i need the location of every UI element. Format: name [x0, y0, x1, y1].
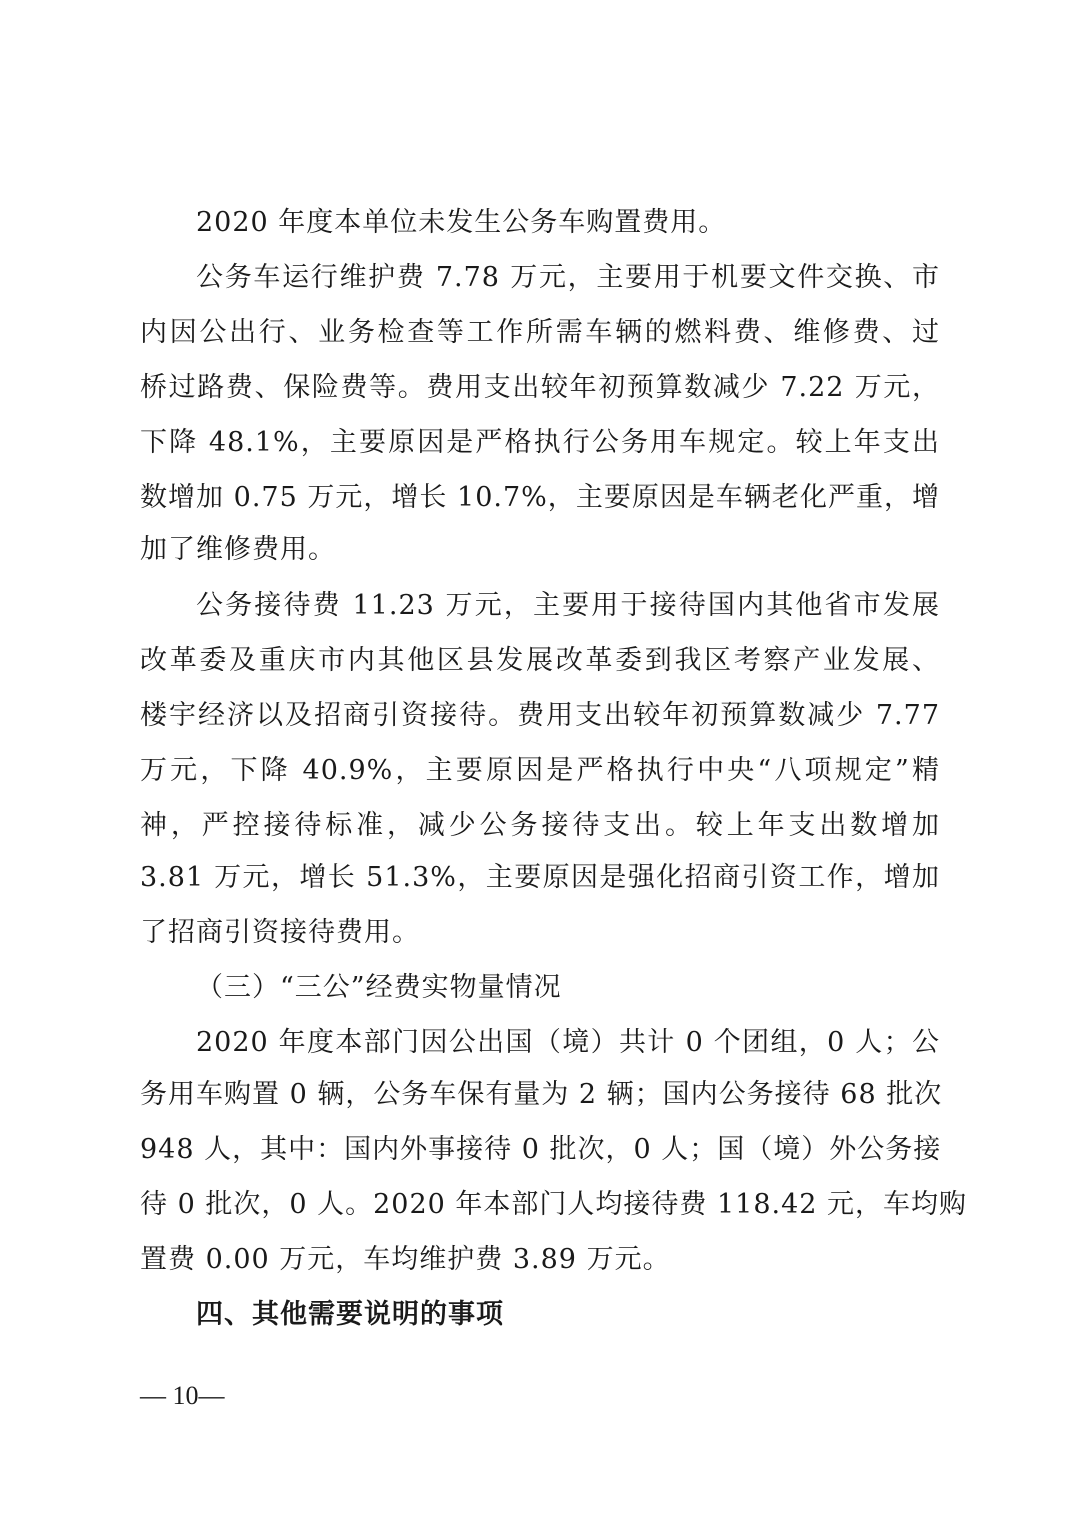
paragraph-reception-line-3: 楼宇经济以及招商引资接待。费用支出较年初预算数减少 7.77 — [140, 700, 940, 731]
paragraph-reception-line-7: 了招商引资接待费用。 — [140, 917, 420, 948]
paragraph-physical-quantity-line-5: 置费 0.00 万元，车均维护费 3.89 万元。 — [140, 1244, 671, 1275]
paragraph-physical-quantity-line-2: 务用车购置 0 辆，公务车保有量为 2 辆；国内公务接待 68 批次 — [140, 1079, 943, 1110]
paragraph-reception-line-1: 公务接待费 11.23 万元，主要用于接待国内其他省市发展 — [196, 590, 940, 621]
section-heading-three-public: （三）“三公”经费实物量情况 — [196, 972, 562, 1003]
paragraph-physical-quantity-line-1: 2020 年度本部门因公出国（境）共计 0 个团组，0 人；公 — [196, 1027, 940, 1058]
paragraph-physical-quantity-line-3: 948 人，其中：国内外事接待 0 批次，0 人；国（境）外公务接 — [140, 1134, 942, 1165]
paragraph-reception-line-4: 万元，下降 40.9%，主要原因是严格执行中央“八项规定”精 — [140, 755, 940, 786]
page-number: — 10— — [140, 1381, 225, 1410]
paragraph-reception-line-5: 神，严控接待标准，减少公务接待支出。较上年支出数增加 — [140, 810, 940, 841]
section-heading-other-matters: 四、其他需要说明的事项 — [196, 1299, 504, 1330]
paragraph-vehicle-maintenance-line-6: 加了维修费用。 — [140, 534, 336, 565]
paragraph-vehicle-purchase: 2020 年度本单位未发生公务车购置费用。 — [196, 207, 727, 238]
paragraph-reception-line-6: 3.81 万元，增长 51.3%，主要原因是强化招商引资工作，增加 — [140, 862, 940, 893]
paragraph-vehicle-maintenance-line-3: 桥过路费、保险费等。费用支出较年初预算数减少 7.22 万元， — [140, 372, 940, 403]
paragraph-vehicle-maintenance-line-2: 内因公出行、业务检查等工作所需车辆的燃料费、维修费、过 — [140, 317, 940, 348]
paragraph-physical-quantity-line-4: 待 0 批次，0 人。2020 年本部门人均接待费 118.42 元，车均购 — [140, 1189, 968, 1220]
paragraph-vehicle-maintenance-line-1: 公务车运行维护费 7.78 万元，主要用于机要文件交换、市 — [196, 262, 940, 293]
paragraph-vehicle-maintenance-line-4: 下降 48.1%，主要原因是严格执行公务用车规定。较上年支出 — [140, 427, 940, 458]
paragraph-vehicle-maintenance-line-5: 数增加 0.75 万元，增长 10.7%，主要原因是车辆老化严重，增 — [140, 482, 940, 513]
paragraph-reception-line-2: 改革委及重庆市内其他区县发展改革委到我区考察产业发展、 — [140, 645, 940, 676]
